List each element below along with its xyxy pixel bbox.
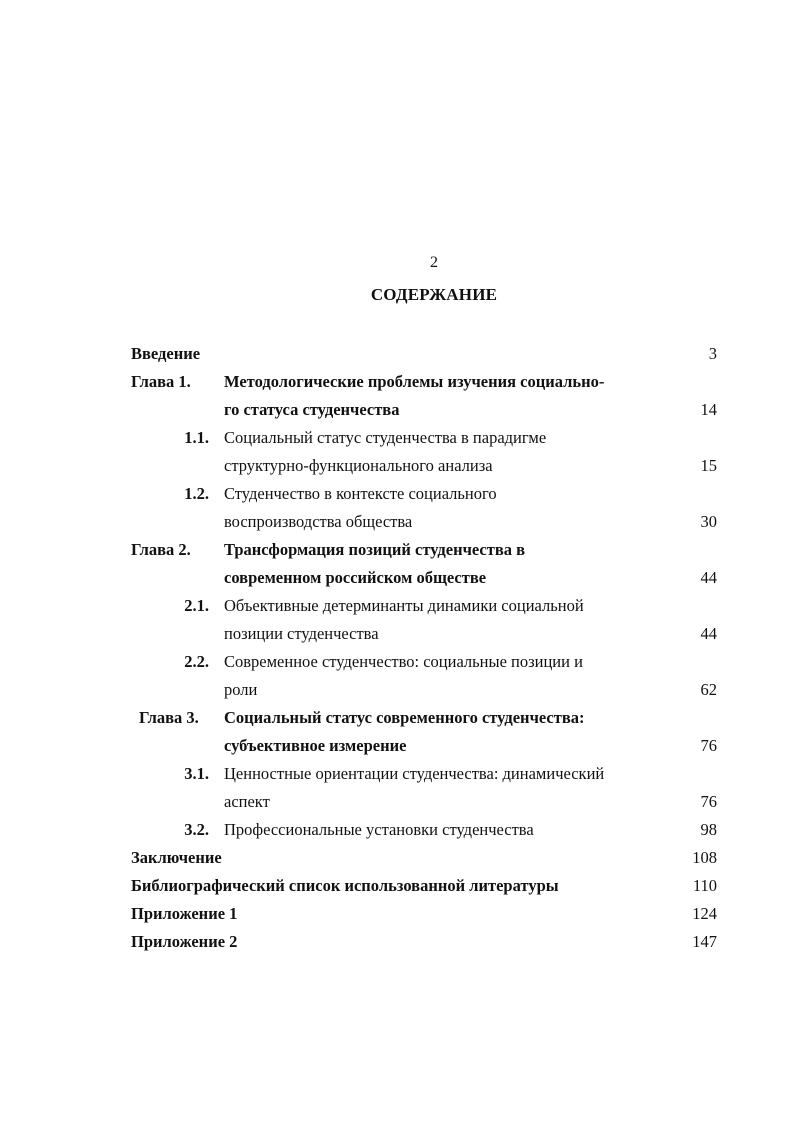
entry-page: 124: [692, 904, 717, 923]
entry-label: 2.1.: [184, 596, 209, 615]
entry-title-line-2: роли: [224, 680, 258, 699]
page-number: 2: [430, 254, 438, 271]
entry-label: 3.1.: [184, 764, 209, 783]
entry-title-line-2: го статуса студенчества: [224, 400, 400, 419]
entry-title-line-2: структурно-функционального анализа: [224, 456, 493, 475]
entry-title-line-2: воспроизводства общества: [224, 512, 413, 531]
toc-entry-section-3-1-cont: [0, 788, 793, 816]
toc-entry-chapter-3-cont: [0, 732, 793, 760]
entry-label: 1.1.: [184, 428, 209, 447]
toc-entry-appendix-1: [0, 900, 793, 928]
toc-entry-chapter-2-cont: [0, 564, 793, 592]
entry-page: 62: [700, 680, 717, 699]
entry-title-line-1: Трансформация позиций студенчества в: [224, 540, 526, 559]
entry-page: 76: [700, 736, 717, 755]
entry-title-line-1: Современное студенчество: социальные позиции и: [224, 652, 583, 671]
toc-entry-section-2-1: [0, 592, 793, 620]
entry-page: 15: [700, 456, 717, 475]
toc-entry-section-2-2-cont: [0, 676, 793, 704]
toc-entry-bibliography: [0, 872, 793, 900]
entry-title-line-1: Объективные детерминанты динамики социальной: [224, 596, 584, 615]
toc-title: СОДЕРЖАНИЕ: [370, 285, 498, 304]
toc-entry-section-1-2-cont: [0, 508, 793, 536]
entry-title-line-1: Социальный статус студенчества в парадигме: [224, 428, 547, 447]
entry-title-line-1: Студенчество в контексте социального: [224, 484, 497, 503]
toc-entry-section-3-2: [0, 816, 793, 844]
entry-title-line-2: субъективное измерение: [224, 736, 407, 755]
entry-label: Глава 2.: [131, 540, 191, 559]
entry-page: 30: [700, 512, 717, 531]
toc-entry-section-3-1: [0, 760, 793, 788]
entry-page: 44: [700, 624, 717, 643]
entry-page: 3: [708, 344, 717, 363]
toc-entry-section-2-1-cont: [0, 620, 793, 648]
toc-entry-chapter-1: [0, 368, 793, 396]
entry-page: 110: [692, 876, 717, 895]
entry-title-line-2: современном российском обществе: [224, 568, 487, 587]
toc-entry-section-1-1: [0, 424, 793, 452]
toc-entry-chapter-3: [0, 704, 793, 732]
entry-label: Глава 1.: [131, 372, 191, 391]
entry-title-line-2: аспект: [224, 792, 270, 811]
entry-page: 147: [692, 932, 717, 951]
entry-label: Приложение 2: [131, 932, 238, 951]
entry-label: 3.2.: [184, 820, 209, 839]
entry-page: 44: [700, 568, 717, 587]
entry-label: Библиографический список использованной литературы: [131, 876, 559, 895]
entry-title-line-1: Социальный статус современного студенчества:: [224, 708, 585, 727]
toc-entry-section-1-2: [0, 480, 793, 508]
toc-entry-introduction: [0, 340, 793, 368]
entry-page: 98: [700, 820, 717, 839]
entry-label: Приложение 1: [131, 904, 238, 923]
entry-title-line-1: Методологические проблемы изучения социально-: [224, 372, 605, 391]
toc-entry-appendix-2: [0, 928, 793, 956]
entry-label: 2.2.: [184, 652, 209, 671]
entry-page: 76: [700, 792, 717, 811]
entry-title-line-1: Ценностные ориентации студенчества: динамический: [224, 764, 605, 783]
entry-label: Глава 3.: [139, 708, 199, 727]
toc-entry-section-2-2: [0, 648, 793, 676]
entry-title-line-2: позиции студенчества: [224, 624, 379, 643]
toc-entry-section-1-1-cont: [0, 452, 793, 480]
toc-entry-conclusion: [0, 844, 793, 872]
entry-label: Заключение: [131, 848, 222, 867]
entry-page: 108: [692, 848, 717, 867]
table-of-contents: [0, 340, 793, 956]
toc-entry-chapter-2: [0, 536, 793, 564]
entry-title: Профессиональные установки студенчества: [224, 820, 534, 839]
entry-label: Введение: [131, 344, 201, 363]
entry-label: 1.2.: [184, 484, 209, 503]
entry-page: 14: [700, 400, 717, 419]
toc-entry-chapter-1-cont: [0, 396, 793, 424]
